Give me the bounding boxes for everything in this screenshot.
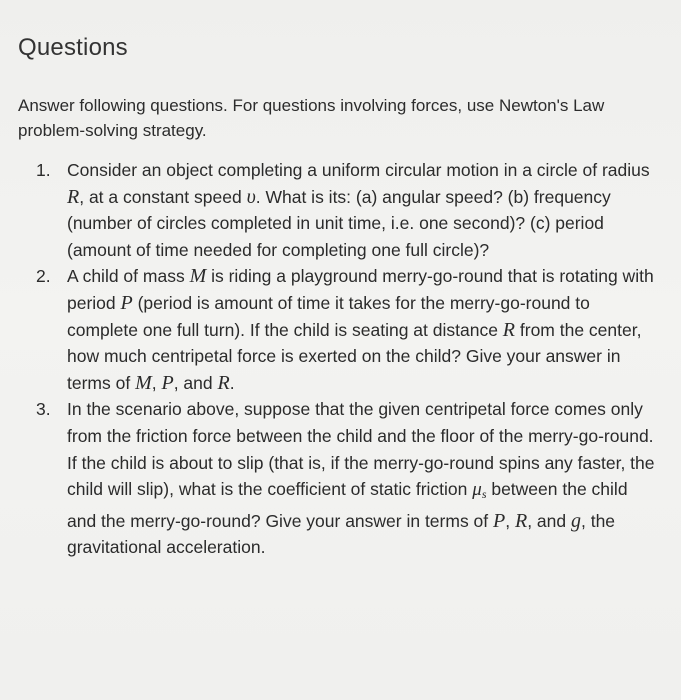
question-number: 1. bbox=[36, 160, 51, 180]
variable-period: P bbox=[161, 371, 174, 394]
question-text: . bbox=[229, 372, 235, 393]
variable-period: P bbox=[120, 291, 133, 314]
variable-speed: υ bbox=[246, 185, 256, 208]
variable-period: P bbox=[493, 509, 506, 532]
question-text: is riding a playground merry-go-round that is rotating with period bbox=[67, 266, 654, 313]
question-text: , and bbox=[527, 510, 571, 531]
question-text: , bbox=[151, 372, 162, 393]
question-text: , and bbox=[173, 372, 218, 393]
question-text: , the gravitational acceleration. bbox=[67, 510, 616, 558]
question-text: , bbox=[505, 510, 515, 531]
question-text: In the scenario above, suppose that the given centripetal force comes only from the friction force between the child and the floor of the merry-go-round. If the child is about to slip (that is, if the merry-go-round spins any faster, the child will slip), what is the coefficient of static friction bbox=[67, 399, 655, 500]
question-list bbox=[18, 157, 658, 561]
instructions-text: Answer following questions. For questions involving forces, use Newton's Law problem-solving strategy. bbox=[18, 96, 605, 140]
question-number: 3. bbox=[36, 399, 51, 420]
variable-radius: R bbox=[502, 318, 516, 341]
question-text: . What is its: (a) angular speed? (b) frequency (number of circles completed in unit time, i.e. one second)? (c) period (amount of time needed for completing one full circle)? bbox=[67, 186, 611, 260]
variable-mass: M bbox=[135, 371, 152, 394]
question-text: (period is amount of time it takes for the merry-go-round to complete one full turn). If the child is seating at distance bbox=[67, 292, 590, 340]
page-title: Questions bbox=[18, 34, 128, 61]
question-text: , at a constant speed bbox=[79, 186, 247, 207]
variable-friction-coefficient: μ bbox=[472, 479, 482, 501]
subscript-static: s bbox=[481, 487, 487, 502]
question-3 bbox=[18, 396, 658, 561]
question-number: 2. bbox=[36, 266, 51, 287]
question-1 bbox=[18, 157, 658, 263]
variable-radius: R bbox=[67, 185, 80, 208]
question-text: between the child and the merry-go-round? Give your answer in terms of bbox=[67, 479, 628, 531]
question-2 bbox=[18, 263, 658, 396]
question-text: Consider an object completing a uniform circular motion in a circle of radius bbox=[67, 160, 650, 180]
variable-gravity: g bbox=[570, 509, 581, 532]
question-text: A child of mass bbox=[67, 266, 190, 287]
variable-radius: R bbox=[217, 371, 230, 394]
variable-mass: M bbox=[189, 265, 207, 288]
variable-radius: R bbox=[514, 509, 528, 532]
question-text: from the center, how much centripetal force is exerted on the child? Give your answer in terms of bbox=[67, 319, 642, 393]
